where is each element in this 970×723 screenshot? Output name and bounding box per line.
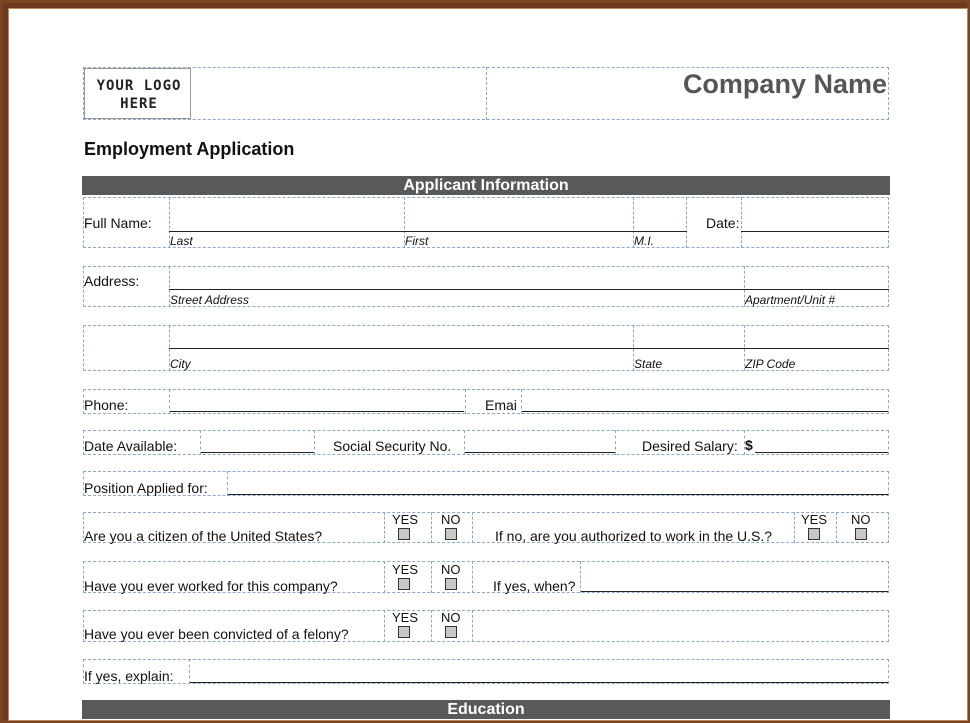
street-caption: Street Address	[170, 293, 249, 307]
worked-yes-label: YES	[392, 562, 419, 577]
citizen-no-checkbox[interactable]	[445, 528, 457, 540]
grid-line	[431, 512, 432, 543]
date-input[interactable]	[742, 199, 888, 230]
worked-when-label: If yes, when?	[493, 578, 576, 594]
explain-input[interactable]	[190, 661, 888, 683]
desired-salary-label: Desired Salary:	[642, 438, 738, 454]
worked-when-input[interactable]	[581, 564, 888, 592]
worked-no-checkbox[interactable]	[445, 578, 457, 590]
grid-line	[384, 512, 385, 543]
logo-placeholder	[84, 68, 191, 119]
position-input[interactable]	[228, 473, 888, 495]
salary-currency-symbol: $	[745, 437, 753, 453]
grid-line	[472, 512, 473, 543]
grid-line	[431, 561, 432, 593]
date-underline	[741, 231, 889, 232]
grid-line	[472, 561, 473, 593]
street-address-input[interactable]	[170, 268, 743, 289]
form-title: Employment Application	[84, 139, 295, 159]
felony-yes-label: YES	[392, 610, 419, 625]
worked-question: Have you ever worked for this company?	[84, 578, 338, 594]
felony-yes-checkbox[interactable]	[398, 626, 410, 638]
address-label: Address:	[84, 273, 140, 289]
authorized-question: If no, are you authorized to work in the U.S.?	[495, 528, 773, 544]
section-applicant-information: Applicant Information	[82, 176, 890, 195]
citizen-yes-label: YES	[392, 512, 419, 527]
explain-label: If yes, explain:	[84, 668, 174, 684]
date-available-input[interactable]	[201, 432, 314, 453]
grid-line	[686, 197, 687, 248]
email-label: Emai	[485, 397, 517, 413]
felony-no-checkbox[interactable]	[445, 626, 457, 638]
authorized-yes-checkbox[interactable]	[808, 528, 820, 540]
mi-caption: M.I.	[634, 234, 654, 248]
city-caption: City	[170, 357, 191, 371]
phone-input[interactable]	[170, 391, 464, 412]
city-underline	[169, 348, 889, 349]
authorized-no-label: NO	[851, 512, 871, 527]
address-underline	[169, 289, 889, 290]
state-caption: State	[634, 357, 663, 371]
city-input[interactable]	[170, 327, 632, 348]
citizen-no-label: NO	[441, 512, 461, 527]
grid-line	[472, 610, 473, 642]
position-label: Position Applied for:	[84, 480, 208, 496]
worked-no-label: NO	[441, 562, 461, 577]
state-input[interactable]	[634, 327, 743, 348]
zip-input[interactable]	[745, 327, 888, 348]
zip-caption: ZIP Code	[745, 357, 796, 371]
phone-label: Phone:	[84, 397, 129, 413]
grid-line	[836, 512, 837, 543]
ssn-label: Social Security No.	[333, 438, 452, 454]
last-name-input[interactable]	[170, 199, 633, 230]
email-input[interactable]	[522, 391, 888, 412]
logo-text: YOUR LOGO HERE	[96, 78, 182, 112]
first-caption: First	[405, 234, 429, 248]
full-name-label: Full Name:	[84, 215, 152, 231]
form-page	[8, 8, 968, 721]
grid-line	[615, 430, 616, 455]
ssn-input[interactable]	[465, 432, 615, 453]
mi-input[interactable]	[634, 199, 686, 230]
felony-no-label: NO	[441, 610, 461, 625]
grid-line	[384, 610, 385, 642]
apt-caption: Apartment/Unit #	[745, 293, 836, 307]
header-divider	[486, 67, 487, 120]
section-education: Education	[82, 700, 890, 719]
grid-line	[794, 512, 795, 543]
date-available-label: Date Available:	[84, 438, 178, 454]
grid-line	[431, 610, 432, 642]
name-underline	[169, 231, 687, 232]
grid-line	[384, 561, 385, 593]
authorized-yes-label: YES	[801, 512, 828, 527]
grid-line	[314, 430, 315, 455]
authorized-no-checkbox[interactable]	[855, 528, 867, 540]
desired-salary-input[interactable]	[755, 432, 888, 453]
citizen-question: Are you a citizen of the United States?	[84, 528, 323, 544]
company-name: Company Name	[682, 69, 887, 99]
grid-line	[465, 389, 466, 414]
citizen-yes-checkbox[interactable]	[398, 528, 410, 540]
felony-question: Have you ever been convicted of a felony?	[84, 626, 349, 642]
date-label: Date:	[706, 215, 740, 231]
worked-yes-checkbox[interactable]	[398, 578, 410, 590]
apartment-input[interactable]	[745, 268, 888, 289]
last-caption: Last	[170, 234, 193, 248]
